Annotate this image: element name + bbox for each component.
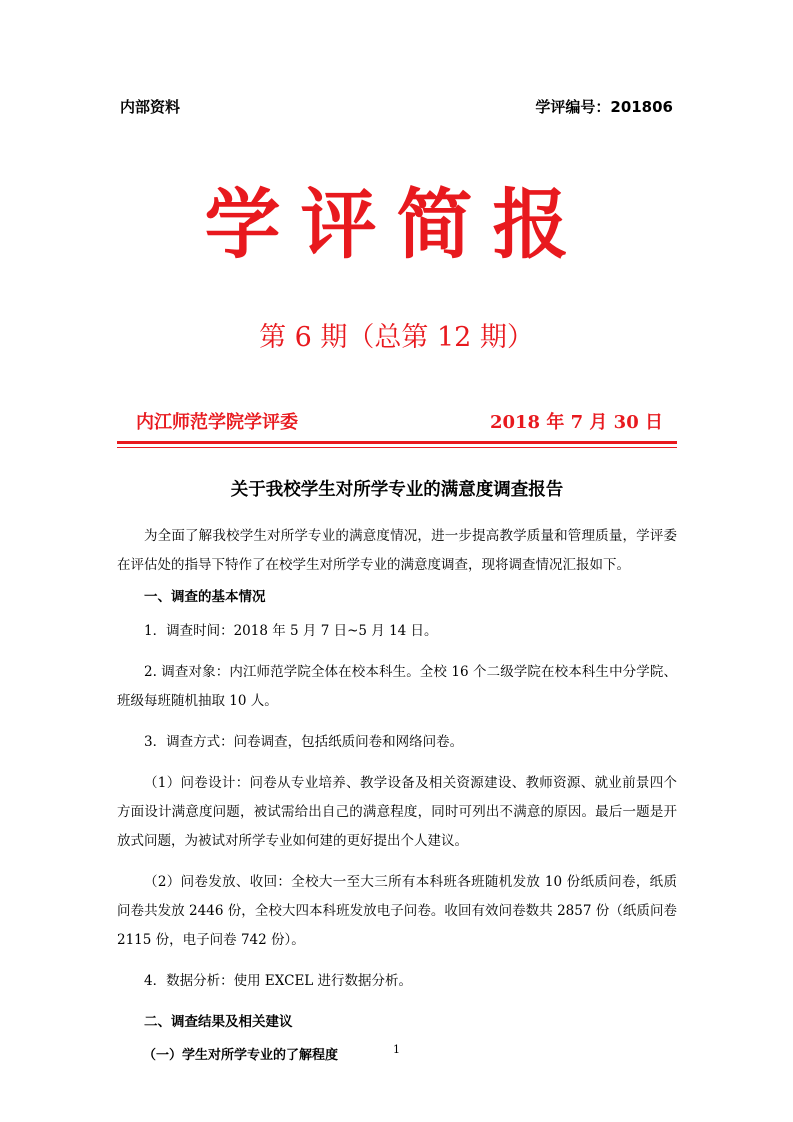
publisher-name: 内江师范学院学评委 (136, 412, 298, 433)
serial-number: 学评编号：201806 (535, 98, 673, 116)
subsection-heading-understanding: （一）学生对所学专业的了解程度 (143, 1048, 339, 1063)
publication-date: 2018 年 7 月 30 日 (489, 412, 663, 433)
paragraph-survey-method: 3．调查方式：问卷调查，包括纸质问卷和网络问卷。 (144, 734, 464, 750)
report-title: 关于我校学生对所学专业的满意度调查报告 (230, 480, 564, 500)
issue-number: 第 6 期（总第 12 期） (259, 322, 534, 353)
classification-label: 内部资料 (120, 98, 181, 116)
masthead-divider-thick (117, 441, 677, 444)
paragraph-data-analysis: 4．数据分析：使用 EXCEL 进行数据分析。 (144, 973, 413, 989)
report-body (117, 478, 677, 1070)
masthead-divider-thin (117, 447, 677, 448)
page-number: 1 (393, 1043, 400, 1056)
paragraph-questionnaire-design: （1）问卷设计：问卷从专业培养、教学设备及相关资源建设、教师资源、就业前景四个方面设计满意度问题，被试需给出自己的满意程度，同时可列出不满意的原因。最后一题是开放式问题，为被试对所学专业如何建的更好提出个人建议。 (117, 775, 677, 849)
intro-paragraph: 为全面了解我校学生对所学专业的满意度情况，进一步提高教学质量和管理质量，学评委在评估处的指导下特作了在校学生对所学专业的满意度调查，现将调查情况汇报如下。 (117, 528, 677, 573)
paragraph-survey-subjects: 2. 调查对象：内江师范学院全体在校本科生。全校 16 个二级学院在校本科生中分学院、班级每班随机抽取 10 人。 (117, 664, 677, 709)
section-heading-basic-info: 一、调查的基本情况 (144, 589, 266, 605)
masthead-title: 学评简报 (204, 180, 589, 269)
section-heading-results: 二、调查结果及相关建议 (144, 1014, 293, 1030)
paragraph-survey-time: 1．调查时间：2018 年 5 月 7 日~5 月 14 日。 (144, 623, 438, 639)
paragraph-questionnaire-distribution: （2）问卷发放、收回：全校大一至大三所有本科班各班随机发放 10 份纸质问卷，纸质问卷共发放 2446 份，全校大四本科班发放电子问卷。收回有效问卷数共 2857 份（纸质问卷 2115 份，电子问卷 742 份）。 (117, 874, 677, 948)
